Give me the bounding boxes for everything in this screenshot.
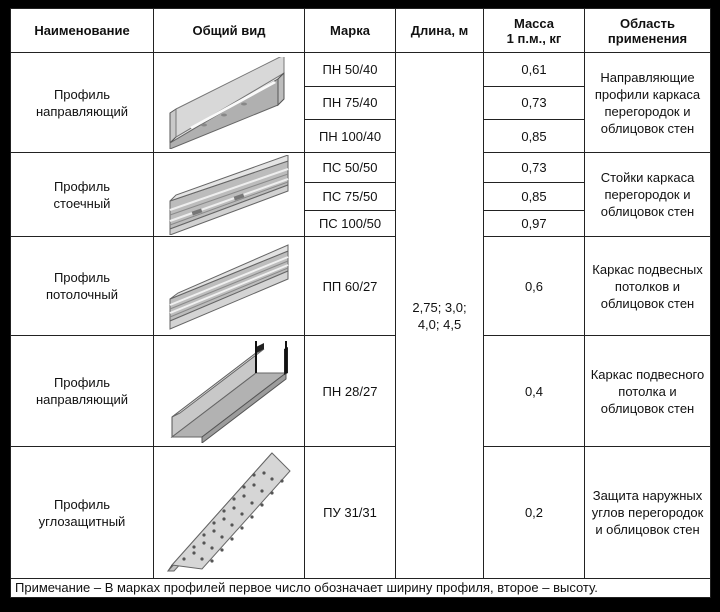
area-cell <box>585 447 711 578</box>
area-line: облицовок стен <box>600 204 695 220</box>
mass-cell: 0,85 <box>484 120 585 153</box>
area-line: Стойки каркаса <box>600 170 695 186</box>
mass-cell: 0,73 <box>484 86 585 119</box>
area-line: облицовок стен <box>600 295 695 311</box>
mass-cell: 0,6 <box>484 237 585 336</box>
profile-name <box>11 153 154 237</box>
table-row <box>11 53 711 86</box>
header-mass-line1: Масса <box>513 15 555 31</box>
area-line: Направляющие <box>600 69 695 85</box>
table-row <box>11 153 711 182</box>
area-line: и облицовок стен <box>595 522 700 538</box>
area-line: Каркас подвесного <box>590 366 705 382</box>
profile-name <box>11 53 154 153</box>
mass-cell: 0,97 <box>484 211 585 237</box>
area-line: потолка и <box>618 383 677 399</box>
mass-cell: 0,73 <box>484 153 585 182</box>
area-line: углов перегородок <box>591 505 704 521</box>
profile-name-line1: Профиль <box>53 270 111 286</box>
profile-name-line2: потолочный <box>46 287 118 303</box>
header-row <box>11 9 711 53</box>
profile-name-line2: стоечный <box>53 195 111 211</box>
table-row <box>11 447 711 578</box>
profile-name-line2: направляющий <box>35 103 129 119</box>
mark-cell: ПН 75/40 <box>305 86 396 119</box>
profile-name <box>11 336 154 447</box>
area-line: перегородок и <box>604 187 691 203</box>
area-line: облицовок стен <box>600 400 695 416</box>
profiles-table <box>10 8 711 598</box>
mark-cell: ПС 75/50 <box>305 182 396 210</box>
note-row <box>11 578 711 597</box>
area-cell <box>585 237 711 336</box>
header-view: Общий вид <box>154 9 305 53</box>
header-mass <box>484 9 585 53</box>
profile-name-line1: Профиль <box>53 178 111 194</box>
area-cell <box>585 336 711 447</box>
mark-cell: ПН 28/27 <box>305 336 396 447</box>
area-line: профили каркаса <box>594 86 701 102</box>
stud-profile-image <box>154 153 305 237</box>
profile-name-line1: Профиль <box>53 496 111 512</box>
profile-name-line2: углозащитный <box>38 513 126 529</box>
profile-name-line2: направляющий <box>35 392 129 408</box>
header-area-line2: применения <box>607 30 688 46</box>
table-row <box>11 336 711 447</box>
profile-name <box>11 447 154 578</box>
profile-name <box>11 237 154 336</box>
length-line1: 2,75; 3,0; <box>412 299 467 315</box>
mass-cell: 0,2 <box>484 447 585 578</box>
area-line: перегородок и <box>604 103 691 119</box>
header-name: Наименование <box>11 9 154 53</box>
mark-cell: ПС 50/50 <box>305 153 396 182</box>
mark-cell: ПН 100/40 <box>305 120 396 153</box>
mark-cell: ПС 100/50 <box>305 211 396 237</box>
header-mark: Марка <box>305 9 396 53</box>
header-length: Длина, м <box>396 9 484 53</box>
mark-cell: ПН 50/40 <box>305 53 396 86</box>
mass-cell: 0,4 <box>484 336 585 447</box>
length-cell <box>396 53 484 578</box>
length-line2: 4,0; 4,5 <box>417 316 462 332</box>
area-line: облицовок стен <box>600 120 695 136</box>
mass-cell: 0,61 <box>484 53 585 86</box>
mark-cell: ПУ 31/31 <box>305 447 396 578</box>
table-note: Примечание – В марках профилей первое число обозначает ширину профиля, второе – высоту. <box>11 578 711 597</box>
area-line: Защита наружных <box>592 488 703 504</box>
ceiling-guide-profile-image <box>154 336 305 447</box>
mark-cell: ПП 60/27 <box>305 237 396 336</box>
profile-name-line1: Профиль <box>53 375 111 391</box>
header-mass-line2: 1 п.м., кг <box>506 30 562 46</box>
area-cell <box>585 53 711 153</box>
header-area-line1: Область <box>620 15 675 31</box>
guide-profile-image <box>154 53 305 153</box>
header-area <box>585 9 711 53</box>
ceiling-profile-image <box>154 237 305 336</box>
mass-cell: 0,85 <box>484 182 585 210</box>
corner-profile-image <box>154 447 305 578</box>
area-line: потолков и <box>614 278 681 294</box>
table-row <box>11 237 711 336</box>
profile-name-line1: Профиль <box>53 86 111 102</box>
area-line: Каркас подвесных <box>592 261 703 277</box>
area-cell <box>585 153 711 237</box>
